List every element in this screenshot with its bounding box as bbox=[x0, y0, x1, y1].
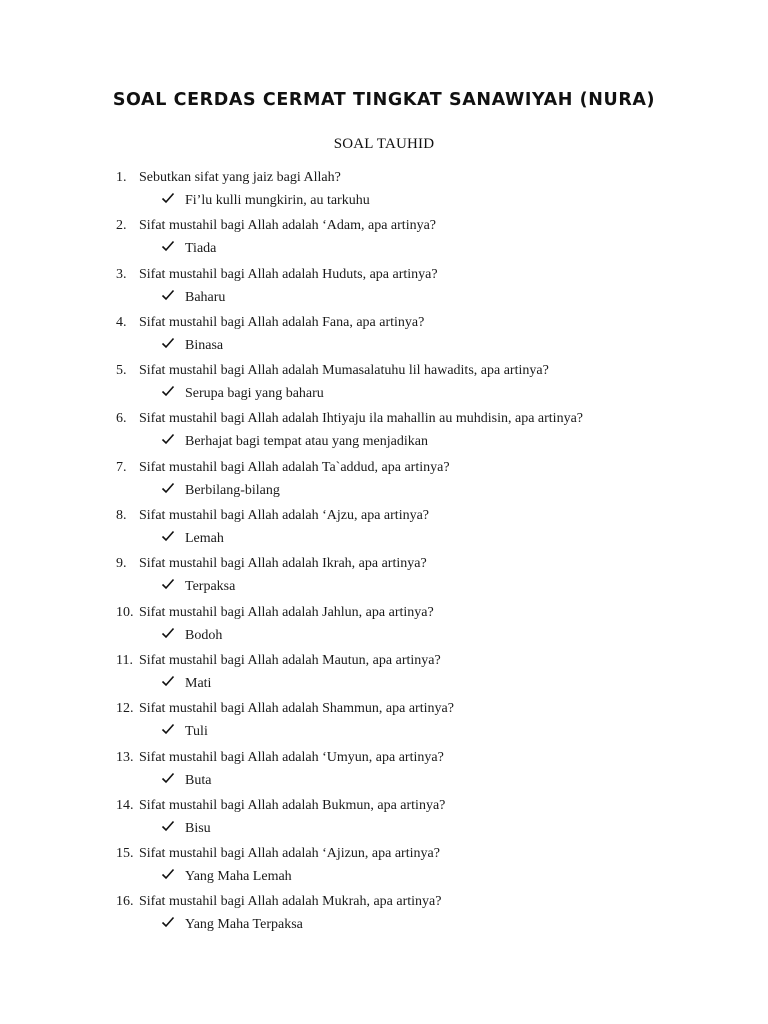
question-text bbox=[116, 168, 341, 188]
question-text bbox=[116, 313, 424, 333]
check-icon bbox=[161, 384, 175, 398]
question-item bbox=[0, 313, 768, 361]
check-icon bbox=[161, 674, 175, 688]
check-icon bbox=[161, 191, 175, 205]
question-text bbox=[116, 603, 434, 623]
question-number: 14. bbox=[116, 797, 134, 813]
question-text bbox=[116, 458, 450, 478]
answer-label: Tiada bbox=[185, 241, 217, 257]
question-item bbox=[0, 458, 768, 506]
question-label: Sifat mustahil bagi Allah adalah ‘Umyun, apa artinya? bbox=[139, 749, 444, 765]
question-item bbox=[0, 361, 768, 409]
answer-text bbox=[161, 336, 223, 356]
answer-label: Binasa bbox=[185, 337, 224, 353]
question-number: 2. bbox=[116, 218, 127, 234]
check-icon bbox=[161, 577, 175, 591]
question-label: Sifat mustahil bagi Allah adalah ‘Ajzu, apa artinya? bbox=[139, 508, 430, 524]
question-number: 1. bbox=[116, 170, 127, 185]
question-text bbox=[116, 748, 444, 768]
question-item bbox=[0, 844, 768, 892]
answer-label: Yang Maha Terpaksa bbox=[185, 917, 303, 933]
question-number: 10. bbox=[116, 604, 134, 620]
answer-label: Bodoh bbox=[185, 627, 223, 643]
answer-text bbox=[161, 867, 292, 887]
question-label: Sebutkan sifat yang jaiz bagi Allah? bbox=[139, 170, 341, 185]
section-title: SOAL TAUHID bbox=[333, 136, 435, 152]
answer-text bbox=[161, 529, 224, 549]
question-item bbox=[0, 651, 768, 699]
question-label: Sifat mustahil bagi Allah adalah Bukmun, apa artinya? bbox=[139, 797, 446, 813]
answer-text bbox=[161, 191, 370, 211]
question-text bbox=[116, 892, 441, 912]
question-label: Sifat mustahil bagi Allah adalah Mukrah, apa artinya? bbox=[139, 894, 442, 910]
answer-text bbox=[161, 674, 211, 694]
question-text bbox=[116, 844, 440, 864]
question-number: 7. bbox=[116, 459, 127, 475]
question-text bbox=[116, 409, 583, 429]
answer-text bbox=[161, 481, 280, 501]
answer-label: Mati bbox=[185, 675, 212, 691]
question-item bbox=[0, 603, 768, 651]
answer-text bbox=[161, 577, 235, 597]
question-text bbox=[116, 361, 549, 381]
question-label: Sifat mustahil bagi Allah adalah Ihtiyaju ila mahallin au muhdisin, apa artinya? bbox=[139, 411, 583, 427]
answer-label: Bisu bbox=[185, 820, 211, 836]
check-icon bbox=[161, 626, 175, 640]
question-number: 9. bbox=[116, 556, 127, 572]
answer-label: Serupa bagi yang baharu bbox=[185, 386, 324, 402]
answer-label: Berhajat bagi tempat atau yang menjadikan bbox=[185, 434, 428, 450]
question-label: Sifat mustahil bagi Allah adalah Ta`addud, apa artinya? bbox=[139, 459, 450, 475]
question-number: 6. bbox=[116, 411, 127, 427]
check-icon bbox=[161, 819, 175, 833]
answer-label: Buta bbox=[185, 772, 212, 788]
question-item bbox=[0, 409, 768, 457]
answer-text bbox=[161, 432, 428, 452]
answer-text bbox=[161, 722, 208, 742]
question-label: Sifat mustahil bagi Allah adalah Huduts, apa artinya? bbox=[139, 266, 438, 282]
answer-text bbox=[161, 384, 324, 404]
question-text bbox=[116, 796, 445, 816]
answer-label: Yang Maha Lemah bbox=[185, 869, 292, 885]
answer-label: Lemah bbox=[185, 531, 224, 547]
document-title: SOAL CERDAS CERMAT TINGKAT SANAWIYAH (NURA) bbox=[112, 90, 656, 110]
question-item bbox=[0, 506, 768, 554]
question-number: 11. bbox=[116, 652, 133, 668]
question-text bbox=[116, 651, 441, 671]
question-number: 3. bbox=[116, 266, 127, 282]
question-label: Sifat mustahil bagi Allah adalah Fana, apa artinya? bbox=[139, 314, 425, 330]
question-item bbox=[0, 265, 768, 313]
check-icon bbox=[161, 481, 175, 495]
question-number: 16. bbox=[116, 894, 134, 910]
answer-text bbox=[161, 288, 225, 308]
check-icon bbox=[161, 432, 175, 446]
question-text bbox=[116, 216, 436, 236]
check-icon bbox=[161, 915, 175, 929]
check-icon bbox=[161, 771, 175, 785]
question-label: Sifat mustahil bagi Allah adalah Mumasalatuhu lil hawadits, apa artinya? bbox=[139, 363, 549, 379]
question-text bbox=[116, 265, 438, 285]
question-number: 5. bbox=[116, 363, 127, 379]
question-label: Sifat mustahil bagi Allah adalah Ikrah, apa artinya? bbox=[139, 556, 427, 572]
question-label: Sifat mustahil bagi Allah adalah Mautun, apa artinya? bbox=[139, 652, 441, 668]
answer-label: Tuli bbox=[185, 724, 208, 740]
answer-text bbox=[161, 771, 211, 791]
answer-text bbox=[161, 819, 211, 839]
question-label: Sifat mustahil bagi Allah adalah ‘Adam, apa artinya? bbox=[139, 218, 437, 234]
answer-text bbox=[161, 626, 222, 646]
question-text bbox=[116, 699, 454, 719]
question-item bbox=[0, 748, 768, 796]
question-item bbox=[0, 168, 768, 216]
check-icon bbox=[161, 867, 175, 881]
check-icon bbox=[161, 336, 175, 350]
answer-text bbox=[161, 239, 216, 259]
question-number: 8. bbox=[116, 508, 127, 524]
answer-text bbox=[161, 915, 303, 935]
question-item bbox=[0, 554, 768, 602]
question-item bbox=[0, 216, 768, 264]
check-icon bbox=[161, 239, 175, 253]
answer-label: Berbilang-bilang bbox=[185, 482, 280, 498]
check-icon bbox=[161, 529, 175, 543]
check-icon bbox=[161, 722, 175, 736]
answer-label: Baharu bbox=[185, 289, 226, 305]
question-item bbox=[0, 892, 768, 940]
question-number: 4. bbox=[116, 314, 127, 330]
question-item bbox=[0, 796, 768, 844]
question-list bbox=[0, 168, 768, 941]
question-text bbox=[116, 506, 429, 526]
question-text bbox=[116, 554, 427, 574]
question-item bbox=[0, 699, 768, 747]
answer-label: Fi’lu kulli mungkirin, au tarkuhu bbox=[185, 193, 370, 208]
question-label: Sifat mustahil bagi Allah adalah Shammun, apa artinya? bbox=[139, 701, 454, 717]
answer-label: Terpaksa bbox=[185, 579, 236, 595]
question-label: Sifat mustahil bagi Allah adalah Jahlun, apa artinya? bbox=[139, 604, 434, 620]
question-number: 12. bbox=[116, 701, 134, 717]
question-label: Sifat mustahil bagi Allah adalah ‘Ajizun, apa artinya? bbox=[139, 846, 440, 862]
check-icon bbox=[161, 288, 175, 302]
question-number: 15. bbox=[116, 846, 134, 862]
question-number: 13. bbox=[116, 749, 134, 765]
